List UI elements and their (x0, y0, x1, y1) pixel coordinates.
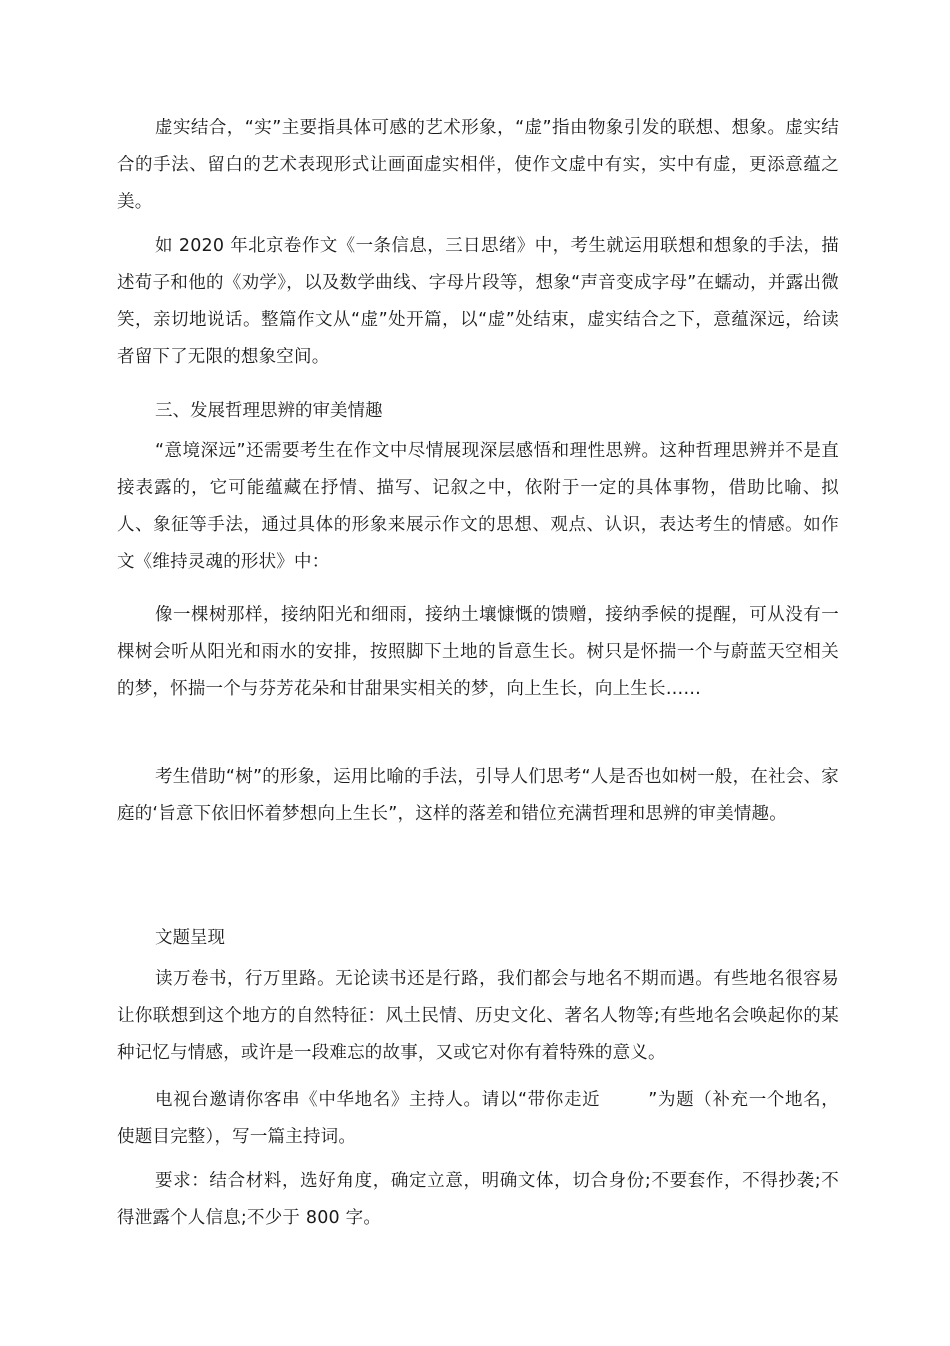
topic-heading: 文题呈现 (155, 928, 225, 948)
paragraph-text: 要求：结合材料，选好角度，确定立意，明确文体，切合身份;不要套作，不得抄袭;不得泄露个人信息;不少于 800 字。 (117, 1171, 839, 1228)
quote-tree (117, 597, 839, 708)
task-text-start: 电视台邀请你客串《中华地名》主持人。请以“带你走近 (155, 1090, 601, 1110)
paragraph-text: 如 2020 年北京卷作文《一条信息，三日思绪》中，考生就运用联想和想象的手法，描述荀子和他的《劝学》，以及数学曲线、字母片段等，想象“声音变成字母”在蠕动，并露出微笑，亲切地说话。整篇作文从“虚”处开篇，以“虚”处结束，虚实结合之下，意蕴深远，给读者留下了无限的想象空间。 (117, 236, 839, 367)
paragraph-analysis (117, 759, 839, 833)
paragraph-prompt-task (117, 1082, 839, 1156)
paragraph-text: 读万卷书，行万里路。无论读书还是行路，我们都会与地名不期而遇。有些地名很容易让你联想到这个地方的自然特征：风土民情、历史文化、著名人物等;有些地名会唤起你的某种记忆与情感，或许是一段难忘的故事，又或它对你有着特殊的意义。 (117, 969, 839, 1063)
paragraph-philosophy (117, 433, 839, 581)
paragraph-requirements (117, 1163, 839, 1237)
task-text-end: ”为题（补充一个地名，使题目完整），写一篇主持词。 (117, 1090, 839, 1147)
paragraph-prompt-material (117, 961, 839, 1072)
paragraph-beijing-example (117, 228, 839, 376)
paragraph-text: “意境深远”还需要考生在作文中尽情展现深层感悟和理性思辨。这种哲理思辨并不是直接表露的，它可能蕴藏在抒情、描写、记叙之中，依附于一定的具体事物，借助比喻、拟人、象征等手法，通过具体的形象来展示作文的思想、观点、认识，表达考生的情感。如作文《维持灵魂的形状》中： (117, 441, 839, 572)
paragraph-text: 像一棵树那样，接纳阳光和细雨，接纳土壤慷慨的馈赠，接纳季候的提醒，可从没有一棵树会听从阳光和雨水的安排，按照脚下土地的旨意生长。树只是怀揣一个与蔚蓝天空相关的梦，怀揣一个与芬芳花朵和甘甜果实相关的梦，向上生长，向上生长…… (117, 605, 839, 699)
paragraph-text: 考生借助“树”的形象，运用比喻的手法，引导人们思考“人是否也如树一般，在社会、家庭的‘旨意下依旧怀着梦想向上生长”，这样的落差和错位充满哲理和思辨的审美情趣。 (117, 767, 839, 824)
paragraph-text (117, 1082, 839, 1156)
paragraph-virtual-real (117, 110, 839, 221)
paragraph-text: 虚实结合，“实”主要指具体可感的艺术形象，“虚”指由物象引发的联想、想象。虚实结合的手法、留白的艺术表现形式让画面虚实相伴，使作文虚中有实，实中有虚，更添意蕴之美。 (117, 118, 839, 212)
section-heading: 三、发展哲理思辨的审美情趣 (155, 401, 383, 421)
